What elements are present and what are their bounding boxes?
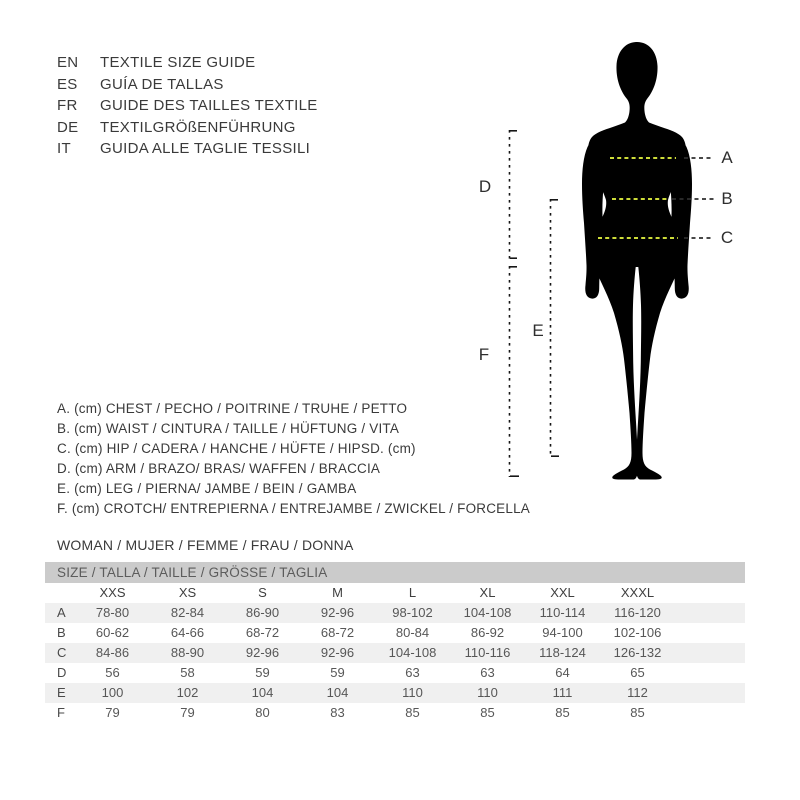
table-cell: 58 xyxy=(180,665,195,680)
table-cell: 59 xyxy=(330,665,345,680)
title-text: TEXTILE SIZE GUIDE xyxy=(100,54,256,71)
table-cell: 104-108 xyxy=(463,605,512,620)
table-row xyxy=(45,663,745,683)
legend-item: B. (cm) WAIST / CINTURA / TAILLE / HÜFTUNG / VITA xyxy=(57,421,400,437)
table-cell: 110-116 xyxy=(464,645,511,660)
table-cell: 85 xyxy=(555,705,570,720)
measure-label-chest: A xyxy=(721,148,733,167)
row-label: E xyxy=(57,685,66,700)
table-cell: 98-102 xyxy=(392,605,433,620)
table-cell: 80 xyxy=(255,705,270,720)
table-cell: 63 xyxy=(480,665,495,680)
table-cell: 79 xyxy=(105,705,120,720)
table-cell: 85 xyxy=(630,705,645,720)
table-cell: 118-124 xyxy=(539,645,586,660)
size-table xyxy=(45,562,745,723)
table-cell: 104-108 xyxy=(388,645,437,660)
legend-item: F. (cm) CROTCH/ ENTREPIERNA / ENTREJAMBE / ZWICKEL / FORCELLA xyxy=(57,501,530,517)
row-label: D xyxy=(57,665,67,680)
table-cell: 85 xyxy=(480,705,495,720)
measure-label-leg: E xyxy=(532,321,544,340)
table-cell: 94-100 xyxy=(542,625,583,640)
table-cell: 102 xyxy=(176,685,199,700)
table-cell: 116-120 xyxy=(614,605,661,620)
size-column-header: XXS xyxy=(99,585,126,600)
table-cell: 112 xyxy=(627,685,648,700)
table-row xyxy=(45,623,745,643)
table-cell: 84-86 xyxy=(95,645,130,660)
table-cell: 104 xyxy=(326,685,349,700)
measure-label-arm: D xyxy=(478,177,492,196)
table-cell: 78-80 xyxy=(95,605,130,620)
measure-label-waist: B xyxy=(721,189,733,208)
table-cell: 102-106 xyxy=(613,625,662,640)
table-cell: 68-72 xyxy=(245,625,280,640)
language-code: EN xyxy=(57,54,79,71)
size-column-header: S xyxy=(258,585,267,600)
table-cell: 100 xyxy=(101,685,124,700)
size-table-title-bar: SIZE / TALLA / TAILLE / GRÖSSE / TAGLIA xyxy=(45,562,745,583)
table-cell: 68-72 xyxy=(320,625,355,640)
table-cell: 65 xyxy=(630,665,645,680)
table-cell: 83 xyxy=(330,705,345,720)
table-cell: 85 xyxy=(405,705,420,720)
legend-item: C. (cm) HIP / CADERA / HANCHE / HÜFTE / HIPSD. (cm) xyxy=(57,441,416,457)
woman-silhouette xyxy=(588,42,686,480)
table-cell: 64-66 xyxy=(170,625,205,640)
table-cell: 63 xyxy=(405,665,420,680)
size-column-header: M xyxy=(332,585,343,600)
table-cell: 82-84 xyxy=(170,605,205,620)
table-cell: 59 xyxy=(255,665,270,680)
legend-item: A. (cm) CHEST / PECHO / POITRINE / TRUHE / PETTO xyxy=(57,401,408,416)
table-cell: 64 xyxy=(555,665,570,680)
table-cell: 126-132 xyxy=(613,645,662,660)
title-text: GUÍA DE TALLAS xyxy=(100,75,224,93)
table-cell: 80-84 xyxy=(395,625,430,640)
table-cell: 88-90 xyxy=(170,645,205,660)
legend-item: D. (cm) ARM / BRAZO/ BRAS/ WAFFEN / BRACCIA xyxy=(57,461,381,477)
table-cell: 56 xyxy=(105,665,120,680)
table-cell: 86-90 xyxy=(245,605,280,620)
title-text: TEXTILGRÖßENFÜHRUNG xyxy=(100,118,296,136)
table-cell: 111 xyxy=(552,685,573,700)
table-cell: 92-96 xyxy=(245,645,280,660)
table-row xyxy=(45,643,745,663)
table-cell: 104 xyxy=(251,685,274,700)
table-cell: 110 xyxy=(477,685,498,700)
size-column-header: XS xyxy=(178,585,197,600)
row-label: F xyxy=(57,705,65,720)
table-row xyxy=(45,603,745,623)
title-text: GUIDE DES TAILLES TEXTILE xyxy=(100,97,318,114)
size-column-header-row xyxy=(45,583,745,603)
size-column-header: XL xyxy=(479,585,496,600)
table-cell: 86-92 xyxy=(470,625,505,640)
table-group-title: WOMAN / MUJER / FEMME / FRAU / DONNA xyxy=(57,537,354,553)
size-column-header: XXXL xyxy=(620,585,655,600)
measurement-legend xyxy=(57,399,530,520)
table-cell: 60-62 xyxy=(95,625,130,640)
language-code: ES xyxy=(57,75,78,93)
table-cell: 79 xyxy=(180,705,195,720)
table-cell: 110-114 xyxy=(539,605,586,620)
language-code: FR xyxy=(57,97,78,114)
legend-item: E. (cm) LEG / PIERNA/ JAMBE / BEIN / GAMBA xyxy=(57,481,357,497)
row-label: C xyxy=(57,645,67,660)
table-row xyxy=(45,703,745,723)
measure-label-hip: C xyxy=(720,228,734,247)
size-column-header: XXL xyxy=(550,585,575,600)
table-row xyxy=(45,683,745,703)
title-text: GUIDA ALLE TAGLIE TESSILI xyxy=(100,140,311,157)
language-code: DE xyxy=(57,118,79,136)
row-label: B xyxy=(57,625,66,640)
table-cell: 92-96 xyxy=(320,605,355,620)
language-code: IT xyxy=(57,140,71,157)
table-cell: 110 xyxy=(402,685,423,700)
measure-label-crotch: F xyxy=(478,345,490,364)
size-column-header: L xyxy=(408,585,417,600)
table-cell: 92-96 xyxy=(320,645,355,660)
row-label: A xyxy=(57,605,66,620)
corner-cell xyxy=(45,583,75,603)
